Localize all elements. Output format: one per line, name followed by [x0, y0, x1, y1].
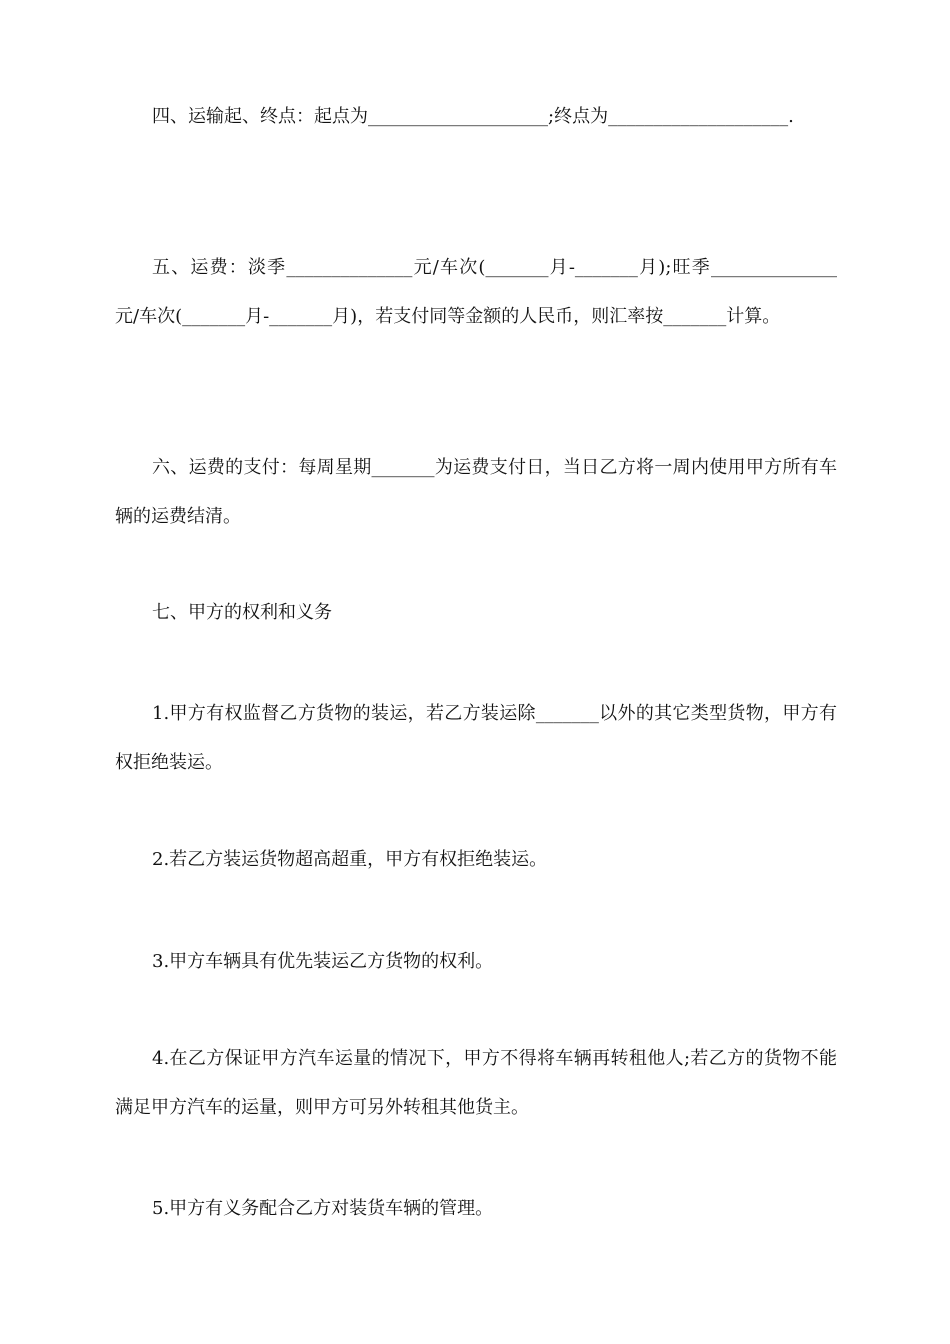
item-1: 1.甲方有权监督乙方货物的装运，若乙方装运除_______以外的其它类型货物，甲方有权拒绝装运。: [115, 703, 837, 773]
item-3: 3.甲方车辆具有优先装运乙方货物的权利。: [152, 951, 494, 972]
clause-4-route: 四、运输起、终点：起点为____________________;终点为____________________.: [152, 106, 794, 127]
clause-5-fee: 五、运费：淡季______________元/车次(_______月-_______月);旺季______________元/车次(_______月-_______月)，若支付同等金额的人民币，则汇率按_______计算。: [115, 257, 837, 327]
clause-6-payment: 六、运费的支付：每周星期_______为运费支付日，当日乙方将一周内使用甲方所有车辆的运费结清。: [115, 457, 837, 527]
item-4: 4.在乙方保证甲方汽车运量的情况下，甲方不得将车辆再转租他人;若乙方的货物不能满足甲方汽车的运量，则甲方可另外转租其他货主。: [115, 1048, 837, 1118]
clause-7-heading: 七、甲方的权利和义务: [152, 602, 332, 623]
item-5: 5.甲方有义务配合乙方对装货车辆的管理。: [152, 1198, 494, 1219]
item-2: 2.若乙方装运货物超高超重，甲方有权拒绝装运。: [152, 849, 548, 870]
